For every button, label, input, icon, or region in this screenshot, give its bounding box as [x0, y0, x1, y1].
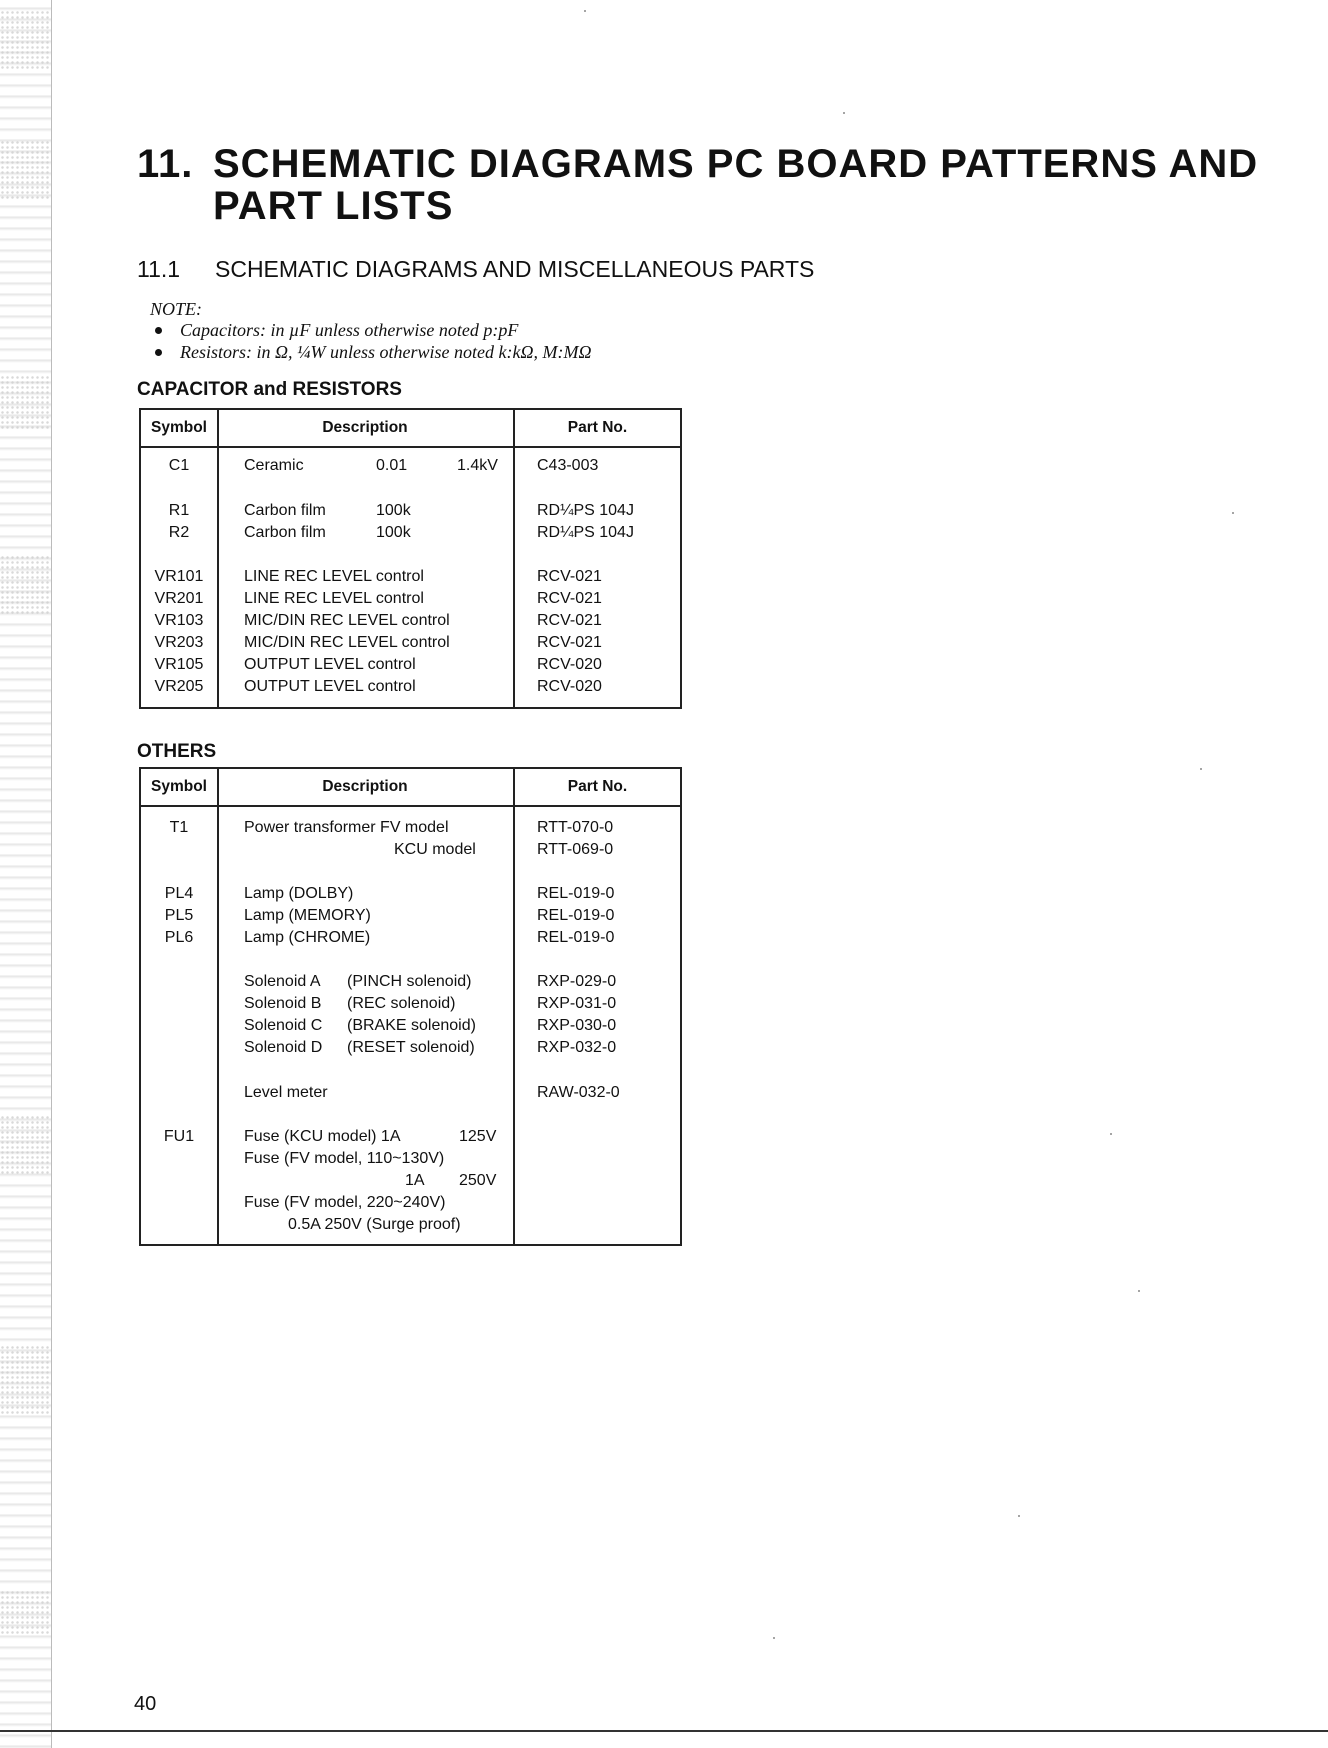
table-row	[141, 654, 680, 676]
heading-line2: PART LISTS	[213, 184, 454, 228]
symbol-cell: VR105	[154, 656, 204, 673]
column-header-part-no: Part No.	[567, 419, 628, 436]
table-row	[141, 500, 680, 522]
heading-line1: SCHEMATIC DIAGRAMS PC BOARD PATTERNS AND	[213, 142, 1259, 186]
section-title: SCHEMATIC DIAGRAMS AND MISCELLANEOUS PARTS	[215, 256, 815, 282]
header-divider	[141, 446, 680, 448]
scan-dot	[1138, 1290, 1140, 1292]
part-cell: RCV-021	[537, 612, 602, 629]
description-cell: Solenoid A	[244, 973, 321, 990]
part-cell: REL-019-0	[537, 907, 615, 924]
note-text: Resistors: in Ω, ¼W unless otherwise noted k:kΩ, M:MΩ	[180, 342, 592, 362]
description-cell: KCU model	[394, 841, 476, 858]
header-divider	[141, 805, 680, 807]
table-row	[141, 610, 680, 632]
column-header-description: Description	[322, 419, 408, 436]
rating-cell: 125V	[459, 1128, 497, 1145]
detail-cell: (PINCH solenoid)	[347, 973, 472, 990]
table-row	[141, 676, 680, 698]
part-cell: RXP-032-0	[537, 1039, 617, 1056]
part-cell: RD¼PS 104J	[537, 524, 634, 541]
symbol-cell: FU1	[163, 1128, 195, 1145]
description-cell: Solenoid D	[244, 1039, 323, 1056]
part-cell: RCV-020	[537, 678, 602, 695]
table-row	[141, 839, 680, 861]
symbol-cell: PL5	[164, 907, 194, 924]
bullet-icon	[155, 327, 162, 334]
scan-speckle	[0, 10, 50, 70]
part-cell: RXP-031-0	[537, 995, 617, 1012]
section-heading	[137, 255, 814, 283]
scan-speckle	[0, 1590, 50, 1635]
part-cell: RD¼PS 104J	[537, 502, 634, 519]
description-cell: Carbon film	[244, 502, 326, 519]
scan-dot	[1110, 1133, 1112, 1135]
detail-cell: (REC solenoid)	[347, 995, 456, 1012]
symbol-cell: VR205	[154, 678, 204, 695]
table-row	[141, 566, 680, 588]
capacitor-table	[139, 408, 682, 709]
symbol-cell: PL4	[164, 885, 194, 902]
description-cell: Lamp (CHROME)	[244, 929, 371, 946]
value-cell: 100k	[376, 524, 411, 541]
part-cell: RAW-032-0	[537, 1084, 620, 1101]
table-row	[141, 1170, 680, 1192]
scan-dot	[1018, 1515, 1020, 1517]
description-cell: Carbon film	[244, 524, 326, 541]
table-row	[141, 522, 680, 544]
part-cell: RTT-069-0	[537, 841, 614, 858]
description-cell: Fuse (FV model, 220~240V)	[244, 1194, 446, 1211]
scan-speckle	[0, 375, 50, 430]
heading-number: 11.	[137, 142, 194, 186]
description-cell: OUTPUT LEVEL control	[244, 678, 416, 695]
table-row	[141, 1015, 680, 1037]
section-number: 11.1	[137, 256, 181, 282]
scan-speckle	[0, 555, 50, 615]
detail-cell: (RESET solenoid)	[347, 1039, 475, 1056]
description-cell: OUTPUT LEVEL control	[244, 656, 416, 673]
note-list	[150, 319, 592, 363]
table-row	[141, 1214, 680, 1236]
rating-cell: 250V	[459, 1172, 497, 1189]
symbol-cell: C1	[168, 457, 190, 474]
page-bottom-rule	[0, 1730, 1328, 1732]
table-row	[141, 1192, 680, 1214]
table-row	[141, 1126, 680, 1148]
description-cell: MIC/DIN REC LEVEL control	[244, 612, 450, 629]
description-cell: Fuse (KCU model) 1A	[244, 1128, 401, 1145]
bullet-icon	[155, 349, 162, 356]
description-cell: Solenoid C	[244, 1017, 323, 1034]
description-cell: Level meter	[244, 1084, 328, 1101]
scan-dot	[773, 1637, 775, 1639]
scan-dot	[843, 112, 845, 114]
table-row	[141, 1148, 680, 1170]
description-cell: Fuse (FV model, 110~130V)	[244, 1150, 445, 1167]
column-header-symbol: Symbol	[151, 778, 207, 795]
part-cell: RTT-070-0	[537, 819, 614, 836]
part-cell: REL-019-0	[537, 929, 615, 946]
page-heading	[137, 140, 1258, 188]
table-row	[141, 1082, 680, 1104]
symbol-cell: VR203	[154, 634, 204, 651]
scan-speckle	[0, 140, 50, 200]
part-cell: RCV-021	[537, 590, 602, 607]
scan-speckle	[0, 1115, 50, 1175]
binding-margin	[0, 0, 52, 1748]
binding-edge	[51, 0, 52, 1748]
table-row	[141, 588, 680, 610]
description-cell: Lamp (DOLBY)	[244, 885, 354, 902]
part-cell: C43-003	[537, 457, 599, 474]
symbol-cell: R1	[168, 502, 190, 519]
symbol-cell: VR103	[154, 612, 204, 629]
value-cell: 100k	[376, 502, 411, 519]
description-cell: Solenoid B	[244, 995, 322, 1012]
description-cell: Power transformer FV model	[244, 819, 449, 836]
part-cell: RCV-021	[537, 568, 602, 585]
scan-dot	[584, 10, 586, 12]
column-header-part-no: Part No.	[567, 778, 628, 795]
table-row	[141, 883, 680, 905]
scan-dot	[1200, 768, 1202, 770]
symbol-cell: T1	[169, 819, 189, 836]
table-row	[141, 971, 680, 993]
symbol-cell: R2	[168, 524, 190, 541]
symbol-cell: VR101	[154, 568, 204, 585]
column-header-symbol: Symbol	[151, 419, 207, 436]
note-label: NOTE:	[150, 299, 203, 319]
scan-dot	[1232, 512, 1234, 514]
part-cell: RXP-030-0	[537, 1017, 617, 1034]
symbol-cell: VR201	[154, 590, 204, 607]
part-cell: REL-019-0	[537, 885, 615, 902]
description-cell: MIC/DIN REC LEVEL control	[244, 634, 450, 651]
part-cell: RCV-021	[537, 634, 602, 651]
note-item	[150, 319, 592, 341]
detail-cell: (BRAKE solenoid)	[347, 1017, 476, 1034]
capacitor-table-title: CAPACITOR and RESISTORS	[137, 379, 402, 400]
table-row	[141, 455, 680, 477]
description-cell: 0.5A 250V (Surge proof)	[288, 1216, 461, 1233]
description-cell: LINE REC LEVEL control	[244, 568, 424, 585]
others-table-title: OTHERS	[137, 741, 217, 762]
table-row	[141, 1037, 680, 1059]
table-row	[141, 905, 680, 927]
description-cell: Ceramic	[244, 457, 304, 474]
rating-cell: 1.4kV	[457, 457, 498, 474]
part-cell: RXP-029-0	[537, 973, 617, 990]
table-row	[141, 817, 680, 839]
scan-speckle	[0, 1345, 50, 1415]
description-cell: LINE REC LEVEL control	[244, 590, 424, 607]
description-cell: 1A	[405, 1172, 425, 1189]
note-item	[150, 341, 592, 363]
note-text: Capacitors: in µF unless otherwise noted p:pF	[180, 320, 519, 340]
column-header-description: Description	[322, 778, 408, 795]
symbol-cell: PL6	[164, 929, 194, 946]
others-table	[139, 767, 682, 1246]
table-row	[141, 632, 680, 654]
description-cell: Lamp (MEMORY)	[244, 907, 371, 924]
part-cell: RCV-020	[537, 656, 602, 673]
table-row	[141, 993, 680, 1015]
table-row	[141, 927, 680, 949]
page-number: 40	[134, 1693, 157, 1715]
value-cell: 0.01	[376, 457, 408, 474]
